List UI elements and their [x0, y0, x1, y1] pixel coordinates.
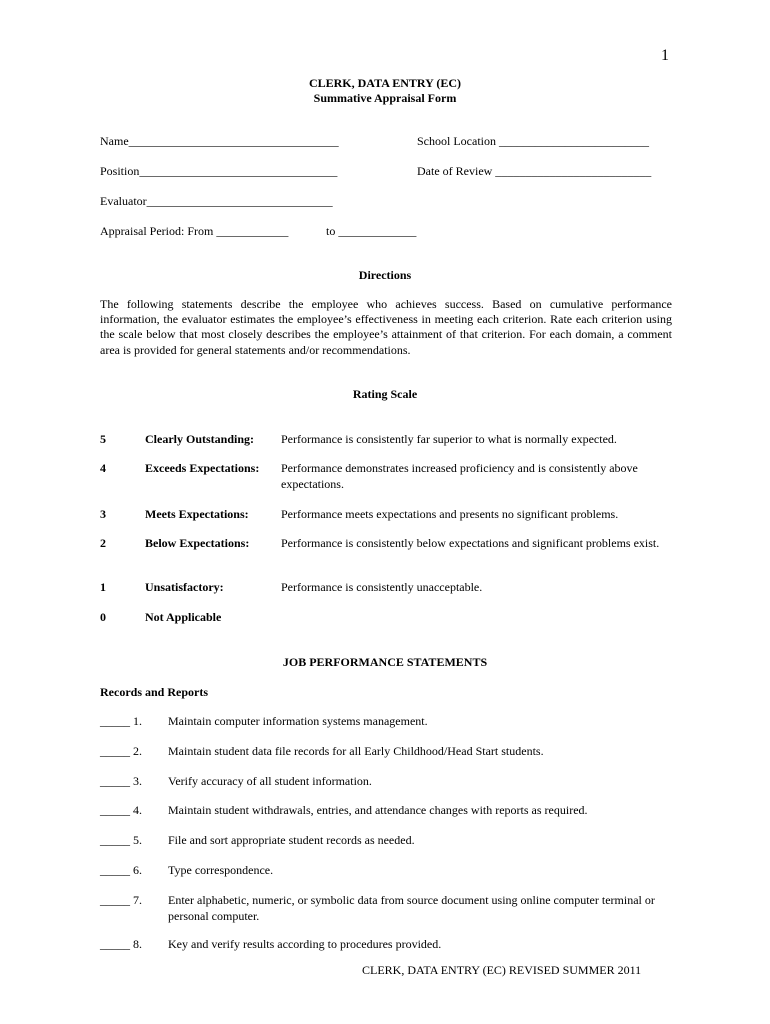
rating-label: Exceeds Expectations: [145, 461, 260, 475]
rating-description: Performance is consistently unacceptable. [281, 580, 483, 594]
records-reports-heading: Records and Reports [100, 685, 208, 699]
rating-blank[interactable]: _____ 1. [100, 714, 142, 728]
statement-text: Maintain student withdrawals, entries, and attendance changes with reports as required. [168, 803, 588, 817]
rating-number: 5 [100, 432, 106, 446]
statement-text: Maintain computer information systems management. [168, 714, 428, 728]
evaluator-field[interactable]: Evaluator_______________________________ [100, 194, 333, 208]
job-performance-heading: JOB PERFORMANCE STATEMENTS [282, 655, 488, 669]
name-field[interactable]: Name___________________________________ [100, 134, 339, 148]
appraisal-to-field[interactable]: to _____________ [326, 224, 417, 238]
date-of-review-field[interactable]: Date of Review __________________________ [417, 164, 652, 178]
statement-text: Type correspondence. [168, 863, 274, 877]
rating-label: Unsatisfactory: [145, 580, 224, 594]
rating-description: Performance demonstrates increased proficiency and is consistently above expectations. [281, 461, 638, 491]
rating-number: 3 [100, 507, 106, 521]
form-title: CLERK, DATA ENTRY (EC) [308, 76, 462, 90]
rating-label: Meets Expectations: [145, 507, 249, 521]
rating-blank[interactable]: _____ 6. [100, 863, 142, 877]
position-field[interactable]: Position_________________________________ [100, 164, 338, 178]
rating-number: 0 [100, 610, 106, 624]
statement-text: File and sort appropriate student records as needed. [168, 833, 415, 847]
rating-blank[interactable]: _____ 3. [100, 774, 142, 788]
statement-text: Maintain student data file records for all Early Childhood/Head Start students. [168, 744, 544, 758]
rating-description: Performance is consistently far superior to what is normally expected. [281, 432, 617, 446]
rating-label: Below Expectations: [145, 536, 250, 550]
rating-scale-heading: Rating Scale [352, 387, 418, 401]
rating-number: 2 [100, 536, 106, 550]
rating-label: Clearly Outstanding: [145, 432, 255, 446]
directions-text: The following statements describe the employee who achieves success. Based on cumulative performance information, the evaluator estimates the employee’s effectiveness in meeting each criterion. Rate each criterion using the scale below that most closely describes the employee’s attainment of that criterion. For each domain, a comment area is provided for general statements and/or recommendations. [100, 297, 672, 357]
rating-number: 1 [100, 580, 106, 594]
rating-label: Not Applicable [145, 610, 222, 624]
school-location-field[interactable]: School Location _________________________ [417, 134, 649, 148]
rating-description: Performance is consistently below expectations and significant problems exist. [281, 536, 660, 550]
rating-blank[interactable]: _____ 7. [100, 893, 142, 907]
rating-blank[interactable]: _____ 2. [100, 744, 142, 758]
statement-text: Key and verify results according to procedures provided. [168, 937, 442, 951]
statement-text: Enter alphabetic, numeric, or symbolic data from source document using online computer terminal or personal computer. [168, 893, 655, 923]
form-subtitle: Summative Appraisal Form [313, 91, 457, 105]
page-number: 1 [661, 47, 669, 64]
rating-description: Performance meets expectations and presents no significant problems. [281, 507, 619, 521]
page-footer: CLERK, DATA ENTRY (EC) REVISED SUMMER 2011 [362, 963, 642, 977]
rating-blank[interactable]: _____ 5. [100, 833, 142, 847]
rating-blank[interactable]: _____ 8. [100, 937, 142, 951]
directions-heading: Directions [358, 268, 412, 282]
appraisal-from-field[interactable]: Appraisal Period: From ____________ [100, 224, 289, 238]
rating-number: 4 [100, 461, 106, 475]
rating-blank[interactable]: _____ 4. [100, 803, 142, 817]
statement-text: Verify accuracy of all student information. [168, 774, 372, 788]
